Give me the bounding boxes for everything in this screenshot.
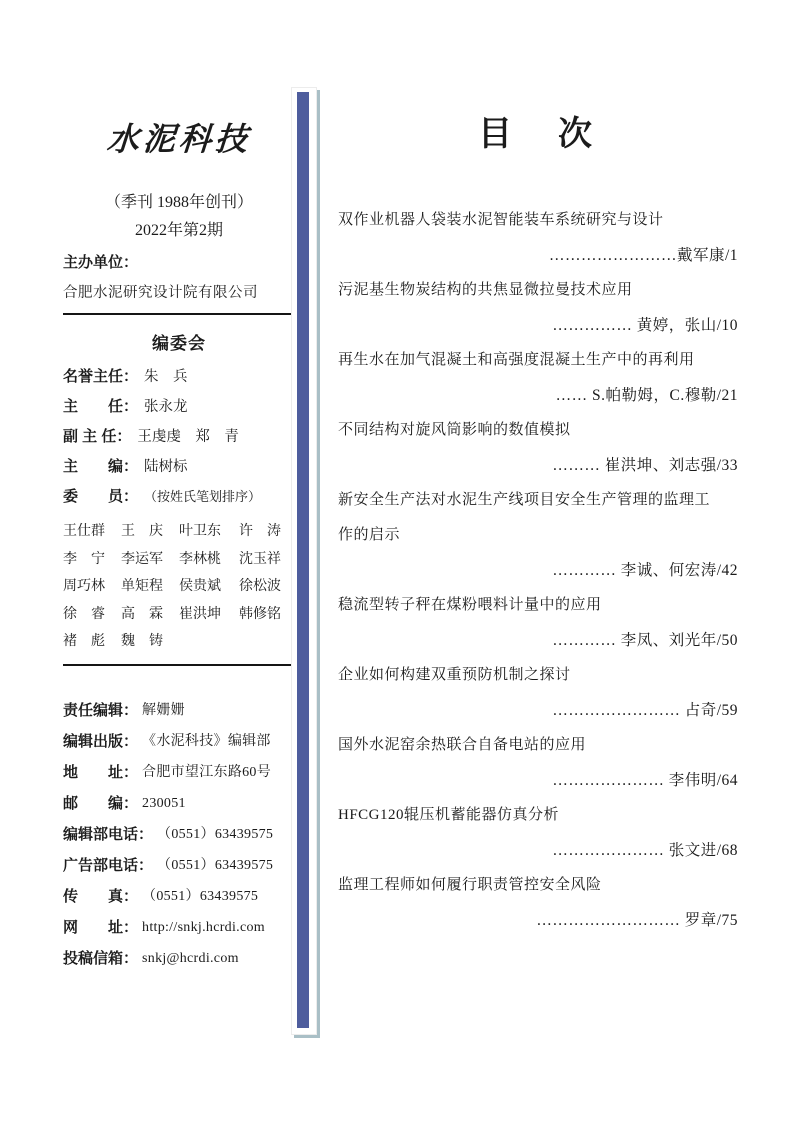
publication-info-row: [63, 850, 295, 881]
publication-info-row: [63, 695, 295, 726]
publication-info-row: [63, 819, 295, 850]
board-role-label: 副 主 任：: [63, 428, 132, 445]
editorial-board-title: 编委会: [152, 334, 206, 353]
journal-title: 水泥科技: [105, 121, 253, 157]
article-title: HFCG120辊压机蓄能器仿真分析: [338, 807, 560, 823]
publication-info-label: 传 真：: [63, 888, 139, 905]
publication-info-value: snkj@hcrdi.com: [142, 951, 239, 966]
board-member-name: 李林桃: [179, 551, 221, 567]
article-author-page: ………………… 李伟明/64: [552, 772, 738, 789]
toc-entry-list: [338, 203, 738, 938]
issue-number: 2022年第2期: [134, 222, 223, 239]
board-member-name: 单矩程: [121, 579, 163, 594]
publication-info-label: 编辑出版：: [63, 733, 139, 750]
board-member-name: 叶卫东: [179, 524, 221, 539]
board-member-grid: [63, 518, 295, 656]
publication-info-value: （0551）63439575: [157, 858, 274, 873]
board-member-name: 周巧林: [63, 579, 105, 594]
toc-entry: [338, 798, 738, 868]
board-member-name: 侯贵斌: [179, 579, 221, 594]
toc-entry: [338, 658, 738, 728]
board-member-name: 褚 彪: [63, 634, 105, 649]
divider-line-bottom: [63, 664, 293, 666]
article-author-page: ………… 李诚、何宏涛/42: [552, 562, 738, 579]
publication-info-label: 地 址：: [63, 764, 139, 781]
vertical-divider-bar-fill: [297, 92, 309, 1028]
board-role-value: （按姓氏笔划排序）: [144, 489, 262, 504]
publication-info-row: [63, 788, 295, 819]
board-role-row: [63, 392, 295, 422]
board-member-name: 高 霖: [121, 606, 163, 622]
publication-info-value: 合肥市望江东路60号: [142, 765, 272, 780]
board-role-row: [63, 482, 295, 512]
article-title: 再生水在加气混凝土和高强度混凝土生产中的再利用: [338, 352, 695, 368]
article-author-page: …… S.帕勒姆，C.穆勒/21: [555, 387, 738, 404]
publication-info-row: [63, 943, 295, 974]
board-member-name: 韩修铭: [239, 606, 281, 622]
board-role-row: [63, 362, 295, 392]
toc-column: [338, 0, 738, 1122]
board-member-name: 王 庆: [121, 524, 163, 539]
masthead-column: [63, 0, 295, 1122]
board-member-name: 魏 铸: [121, 634, 163, 649]
founding-note: （季刊 1988年创刊）: [104, 194, 253, 211]
publication-info-label: 投稿信箱：: [63, 950, 139, 967]
article-author-page: ……………………戴军康/1: [548, 247, 738, 264]
article-title: 双作业机器人袋装水泥智能装车系统研究与设计: [338, 212, 664, 228]
article-author-page: ……………………… 罗章/75: [536, 912, 738, 929]
publication-info-row: [63, 726, 295, 757]
article-author-page: ……… 崔洪坤、刘志强/33: [552, 457, 738, 474]
board-member-name: 许 涛: [239, 524, 281, 539]
board-role-label: 委 员：: [63, 488, 139, 505]
article-title: 污泥基生物炭结构的共焦显微拉曼技术应用: [338, 282, 633, 298]
publication-info-list: [63, 695, 295, 974]
publication-info-value: 230051: [142, 796, 186, 811]
board-role-value: 陆树标: [144, 459, 188, 475]
board-role-label: 主 任：: [63, 398, 139, 415]
toc-entry: [338, 868, 738, 938]
sponsor-label: 主办单位：: [63, 254, 139, 271]
board-role-value: 张永龙: [144, 399, 188, 415]
publication-info-row: [63, 881, 295, 912]
board-role-list: [63, 362, 295, 512]
board-role-row: [63, 452, 295, 482]
publication-info-row: [63, 912, 295, 943]
article-author-page: …………… 黄婷，张山/10: [552, 317, 738, 334]
article-title: 稳流型转子秤在煤粉喂料计量中的应用: [338, 597, 602, 613]
toc-entry: [338, 273, 738, 343]
toc-entry: [338, 728, 738, 798]
board-member-name: 崔洪坤: [179, 606, 221, 622]
article-author-page: …………………… 占奇/59: [552, 702, 738, 719]
publication-info-label: 邮 编：: [63, 795, 139, 812]
publication-info-label: 责任编辑：: [63, 702, 139, 719]
publication-info-value: 《水泥科技》编辑部: [142, 734, 271, 749]
publication-info-value: 解姗姗: [142, 703, 185, 718]
board-member-name: 徐 睿: [63, 606, 105, 622]
board-member-name: 王仕群: [63, 524, 105, 539]
vertical-divider-bar: [291, 87, 317, 1035]
article-author-page: ………………… 张文进/68: [552, 842, 738, 859]
article-title: 企业如何构建双重预防机制之探讨: [338, 667, 571, 683]
toc-entry: [338, 483, 738, 588]
publication-info-value: （0551）63439575: [142, 889, 259, 904]
publication-info-value: http://snkj.hcrdi.com: [142, 920, 265, 935]
article-title: 不同结构对旋风筒影响的数值模拟: [338, 422, 571, 438]
article-author-page: ………… 李凤、刘光年/50: [552, 632, 738, 649]
publication-info-label: 网 址：: [63, 919, 139, 936]
board-role-row: [63, 422, 295, 452]
toc-entry: [338, 343, 738, 413]
toc-entry: [338, 588, 738, 658]
board-role-label: 主 编：: [63, 458, 139, 475]
article-title: 国外水泥窑余热联合自备电站的应用: [338, 737, 587, 753]
sponsor-name: 合肥水泥研究设计院有限公司: [63, 285, 258, 301]
article-title: 新安全生产法对水泥生产线项目安全生产管理的监理工作的启示: [338, 492, 711, 543]
board-role-label: 名誉主任：: [63, 368, 139, 385]
publication-info-label: 编辑部电话：: [63, 826, 154, 843]
board-member-name: 李运军: [121, 551, 163, 567]
board-member-name: 李 宁: [63, 551, 105, 567]
toc-entry: [338, 413, 738, 483]
toc-heading: 目 次: [478, 116, 598, 153]
board-member-name: 徐松波: [239, 579, 281, 594]
toc-entry: [338, 203, 738, 273]
publication-info-value: （0551）63439575: [157, 827, 274, 842]
publication-info-row: [63, 757, 295, 788]
board-role-value: 朱 兵: [144, 369, 188, 385]
publication-info-label: 广告部电话：: [63, 857, 154, 874]
article-title: 监理工程师如何履行职责管控安全风险: [338, 877, 602, 893]
board-member-name: 沈玉祥: [239, 551, 281, 567]
board-role-value: 王虔虔 郑 青: [137, 429, 239, 445]
divider-line-top: [63, 313, 293, 315]
